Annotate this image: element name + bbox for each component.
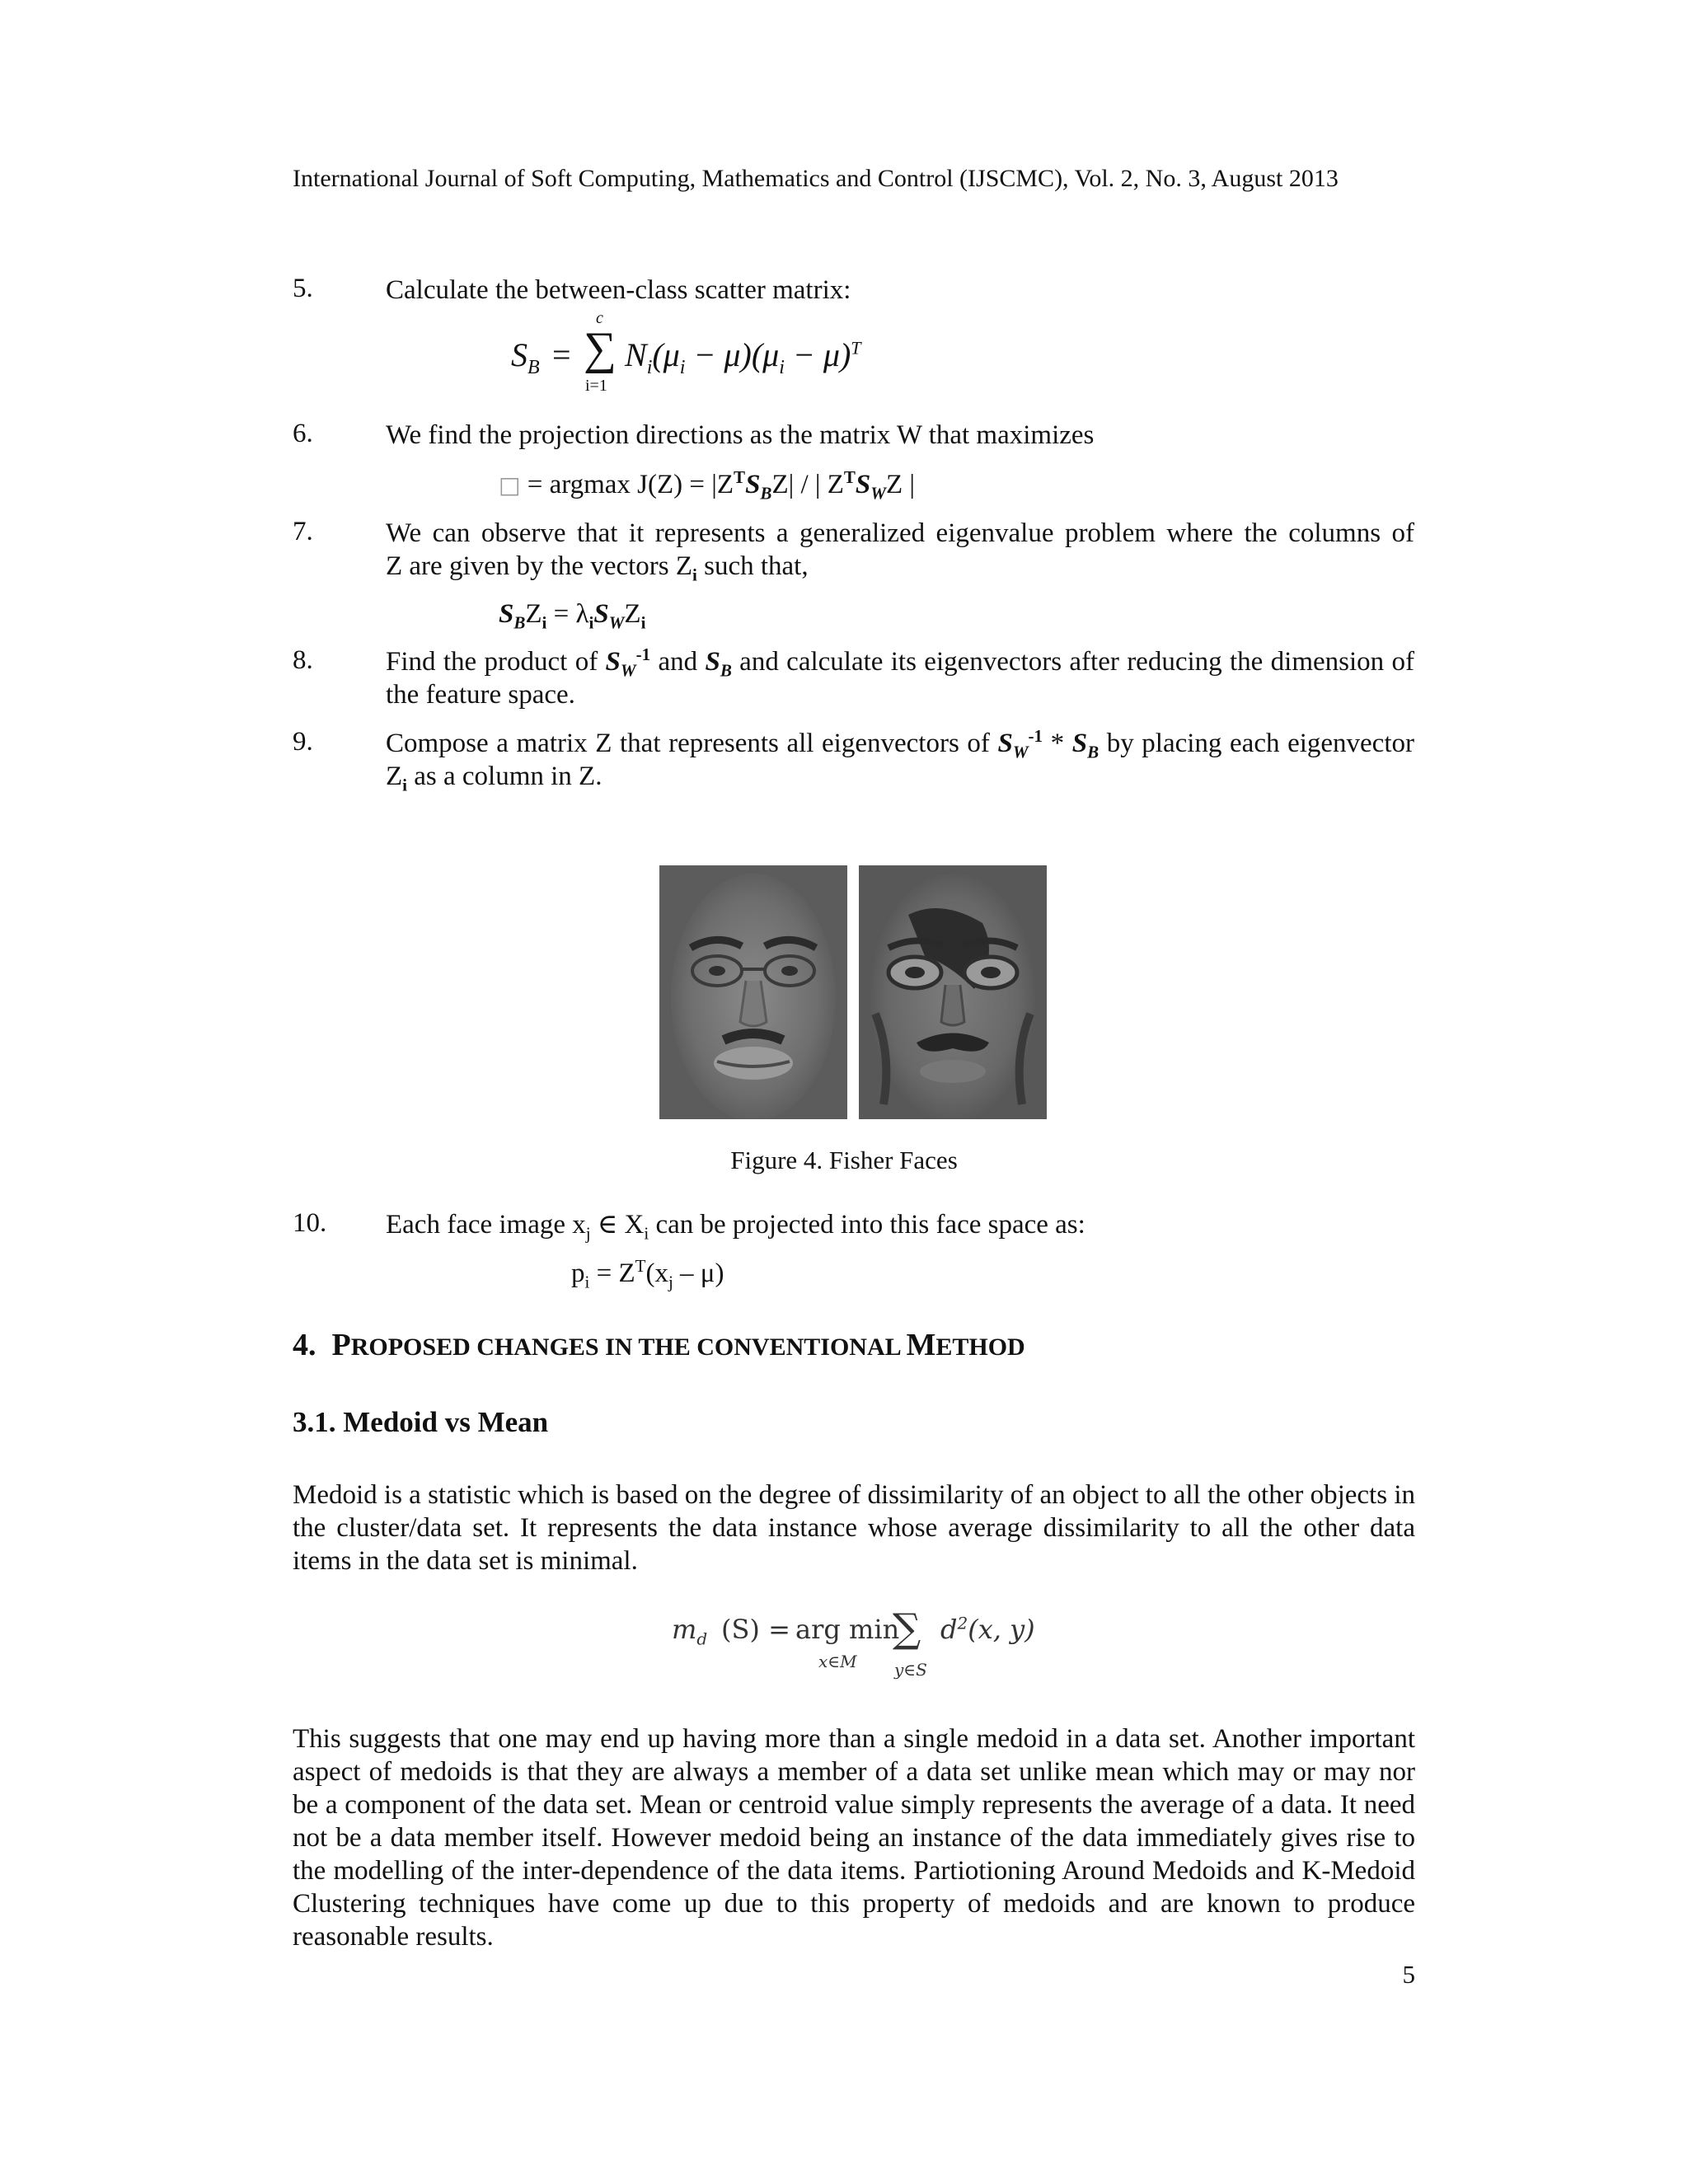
step-text: We find the projection directions as the matrix W that maximizes (386, 420, 1095, 450)
body-paragraph: Medoid is a statistic which is based on the degree of dissimilarity of an object to all the other objects in the cluster/data set. It represents the data instance whose average dissimilarity to all the other data items in the data set is minimal. (293, 1480, 1415, 1576)
fisher-face-image (659, 865, 847, 1119)
step-text: Each face image $x_j$ ∈ $X_i$ can be projected into this face space as: (386, 1210, 1085, 1244)
step-text: Compose a matrix Z that represents all eigenvectors of $S_W^{-1} * S_B$ by placing each eigenvector $Z_i$ as a column in Z. (386, 726, 1414, 795)
projection-equation: $p_i = Z^T(x_j - \mu)$ (571, 1256, 724, 1292)
between-class-scatter-equation: $S_B$ = c ∑ i=1 $N_i(\mu_i - \mu)(\mu_i - \mu)^T$ (511, 309, 861, 395)
page-number: 5 (1402, 1960, 1415, 1989)
step-number: 6. (293, 419, 313, 448)
section-heading: 4. PROPOSED CHANGES IN THE CONVENTIONAL METHOD (293, 1328, 1025, 1362)
step-text: Calculate the between-class scatter matrix: (386, 275, 851, 305)
fisher-face-image (859, 865, 1047, 1119)
running-head: International Journal of Soft Computing, Mathematics and Control (IJSCMC), Vol. 2, No. 3, August 2013 (293, 165, 1339, 192)
figure-caption: Figure 4. Fisher Faces (730, 1146, 958, 1174)
step-number: 10. (293, 1208, 327, 1238)
summation-symbol: ∑ (584, 323, 617, 374)
fisher-criterion-equation: □ = argmax $J(Z) = |Z^TS_BZ|$ / | $Z^TS_WZ$ | (499, 467, 915, 504)
summation-symbol: ∑ (893, 1605, 921, 1652)
step-text: We can observe that it represents a generalized eigenvalue problem where the columns of Z are given by the vectors $Z_i$ such that, (386, 518, 1414, 585)
generalized-eigenvalue-equation: $S_BZ_i = \lambda_iS_WZ_i$ (499, 599, 646, 633)
body-paragraph: This suggests that one may end up having more than a single medoid in a data set. Another important aspect of medoids is that they are always a member of a data set unlike mean which may or may nor be a component of the data set. Mean or centroid value simply represents the average of a data. It need not be a data member itself. However medoid being an instance of the data immediately gives rise to the modelling of the inter-dependence of the data items. Partiotioning Around Medoids and K-Medoid Clustering techniques have come up due to this property of medoids and are known to produce reasonable results. (293, 1724, 1415, 1952)
step-number: 7. (293, 517, 313, 546)
step-text: Find the product of $S_W^{-1}$ and $S_B$ and calculate its eigenvectors after reducing the dimension of the feature space. (386, 644, 1415, 710)
step-number: 9. (293, 727, 313, 757)
medoid-equation: $m_d$ (S) = arg min x∈M ∑ y∈S $d^2(x$, y) (672, 1605, 1035, 1680)
step-number: 8. (293, 645, 313, 675)
subsection-heading: 3.1. Medoid vs Mean (293, 1406, 549, 1438)
step-number: 5. (293, 274, 313, 303)
